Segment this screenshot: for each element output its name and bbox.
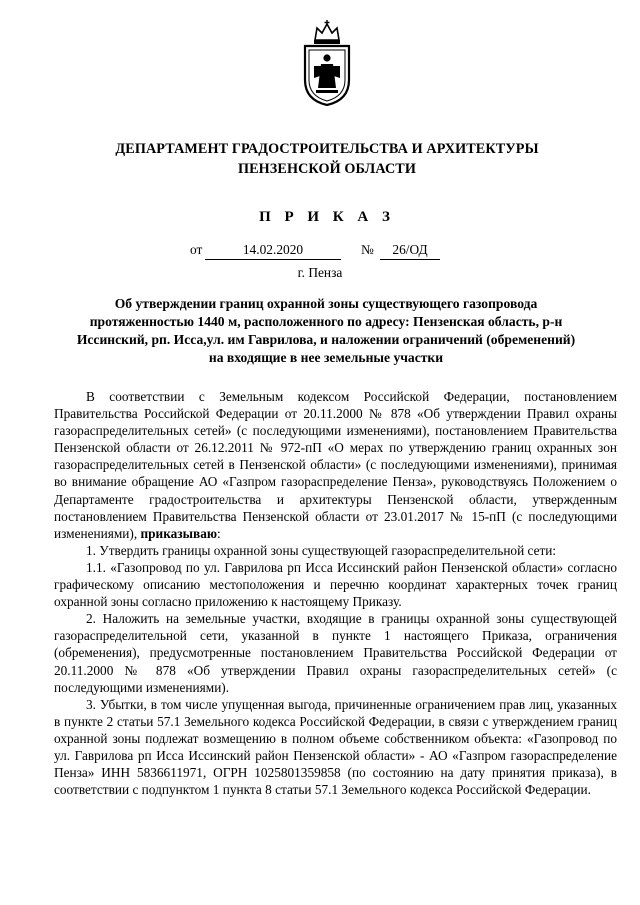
preamble-paragraph [54,388,617,542]
prikazyvayu-word: приказываю [140,525,218,541]
subject-line-1: Об утверждении границ охранной зоны существующего газопровода [114,296,538,311]
department-line-1: ДЕПАРТАМЕНТ ГРАДОСТРОИТЕЛЬСТВА И АРХИТЕКТУРЫ [115,141,539,157]
subject-line-4: на входящие в нее земельные участки [208,350,444,365]
order-body [54,388,617,798]
number-prefix: № [361,242,374,257]
order-subject [40,295,612,367]
coat-of-arms-icon [302,20,352,106]
item-2: 2. Наложить на земельные участки, входящие в границы охранной зоны существующей газораспределительной сети, указанной в пункте 1 настоящего Приказа, ограничения (обременения), предусмотренные постановлением Правительства Российской Федерации от 20.11.2000 № 878 «Об утверждении Правил охраны газораспределительных сетей» (с последующими изменениями). [54,611,617,695]
order-number: 26/ОД [380,241,440,260]
order-date: 14.02.2020 [205,241,341,260]
department-line-2: ПЕНЗЕНСКОЙ ОБЛАСТИ [237,161,417,177]
date-prefix: от [190,242,203,257]
city: г. Пенза [297,265,343,280]
item-1-1: 1.1. «Газопровод по ул. Гаврилова рп Исса Иссинский район Пензенской области» согласно графическому описанию местоположения и перечню координат характерных точек границ охранной зоны согласно приложению к настоящему Приказу. [54,559,617,610]
subject-line-3: Иссинский, рп. Исса,ул. им Гаврилова, и наложении ограничений (обременений) [76,332,576,347]
subject-line-2: протяженностью 1440 м, расположенного по адресу: Пензенская область, р-н [89,314,563,329]
item-3: 3. Убытки, в том числе упущенная выгода, причиненные ограничением прав лиц, указанных в пункте 2 статьи 57.1 Земельного кодекса Российской Федерации, в связи с утверждением границ охранной зоны подлежат возмещению в полном объеме собственником объекта: «Газопровод по ул. Гаврилова рп Исса Иссинский район Пензенской области» - АО «Газпром газораспределение Пенза» ИНН 5836611971, ОГРН 1025801359858 (по состоянию на дату принятия приказа), в соответствии с подпунктом 1 пункта 8 статьи 57.1 Земельного кодекса Российской Федерации. [54,696,617,798]
item-1: 1. Утвердить границы охранной зоны существующей газораспределительной сети: [86,542,557,558]
department-name [40,139,614,179]
document-type: П Р И К А З [259,209,395,225]
preamble-colon: : [217,525,221,541]
preamble-text: В соответствии с Земельным кодексом Российской Федерации, постановлением Правительства Российской Федерации от 20.11.2000 № 878 «Об утверждении Правил охраны газораспределительных сетей» (с последующими изменениями), постановлением Правительства Пензенской области от 26.12.2011 № 972-пП «О мерах по утверждению границ охранных зон газораспределительных сетей в Пензенской области» (с последующими изменениями), принимая во внимание обращение АО «Газпром газораспределение Пенза», руководствуясь Положением о Департаменте градостроительства и архитектуры Пензенской области, утвержденным постановлением Правительства Пензенской области от 23.01.2017 № 15-пП (с последующими изменениями), [54,389,617,541]
